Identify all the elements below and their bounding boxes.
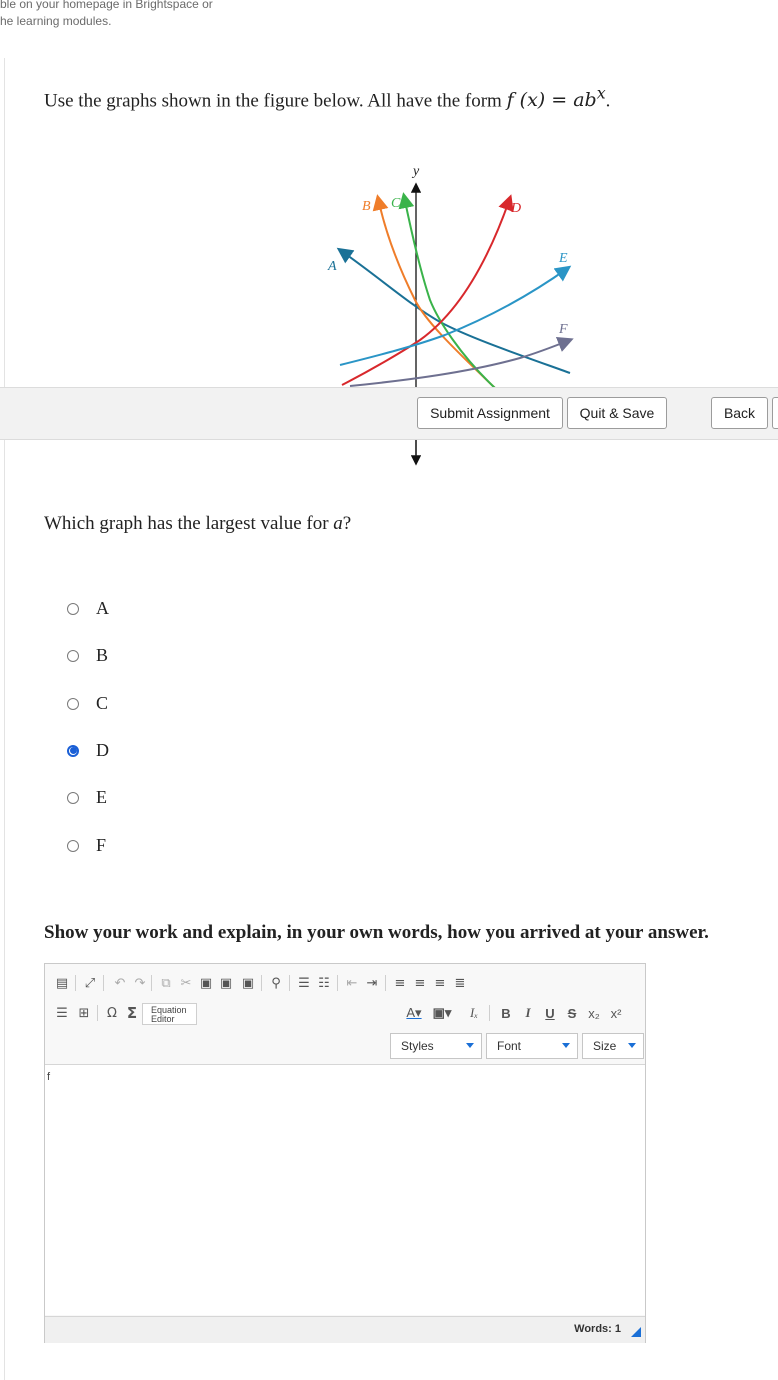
italic-icon[interactable]: I <box>525 1005 531 1020</box>
choice-c[interactable] <box>67 693 108 714</box>
radio-b[interactable] <box>67 650 79 662</box>
horizontal-line-icon[interactable]: ☰ <box>56 1005 68 1021</box>
align-right-icon[interactable]: ≡ <box>434 975 446 991</box>
question-2-variable: a <box>333 513 343 534</box>
choice-c-label: C <box>96 693 109 713</box>
radio-f[interactable] <box>67 840 79 852</box>
choice-b[interactable] <box>67 645 108 666</box>
cut-icon[interactable]: ✂ <box>180 975 192 991</box>
choice-f-label: F <box>96 835 107 855</box>
size-dropdown[interactable] <box>582 1033 644 1059</box>
indent-icon[interactable]: ⇥ <box>366 975 378 991</box>
background-color-icon[interactable]: ▣▾ <box>432 1005 452 1020</box>
choice-e[interactable] <box>67 787 107 808</box>
text-color-icon[interactable]: A▾ <box>406 1005 422 1020</box>
equation-editor-button[interactable] <box>142 1003 197 1025</box>
redo-icon[interactable]: ↷ <box>134 975 146 991</box>
curve-label-e: E <box>559 251 568 266</box>
choice-d[interactable] <box>67 740 109 761</box>
align-justify-icon[interactable]: ≣ <box>454 975 466 991</box>
bulleted-list-icon[interactable]: ☷ <box>318 975 330 991</box>
remove-format-icon[interactable]: Iₓ <box>469 1005 479 1020</box>
editor-toolbar <box>45 964 645 1065</box>
paste-icon[interactable]: ▣ <box>199 975 213 991</box>
chevron-down-icon <box>466 1043 474 1048</box>
curve-label-a: A <box>328 259 337 274</box>
quit-save-button[interactable]: Quit & Save <box>567 397 667 429</box>
question-1-text <box>44 84 610 112</box>
radio-e[interactable] <box>67 792 79 804</box>
choice-d-label: D <box>96 740 109 760</box>
curve-e <box>340 268 568 365</box>
toolbar-separator <box>103 975 104 991</box>
choice-a-label: A <box>96 598 109 618</box>
editor-content: f <box>47 1071 51 1083</box>
toolbar-separator <box>261 975 262 991</box>
top-note <box>0 0 213 30</box>
copy-icon[interactable]: ⧉ <box>161 975 171 991</box>
curve-d <box>342 198 510 385</box>
left-divider <box>4 58 5 1380</box>
action-bar <box>0 387 778 440</box>
strikethrough-icon[interactable]: S <box>567 1005 577 1021</box>
bold-icon[interactable]: B <box>501 1005 511 1021</box>
chevron-down-icon <box>628 1043 636 1048</box>
question-2-end: ? <box>342 513 352 534</box>
equation-editor-label-2: Editor <box>151 1014 175 1024</box>
paste-word-icon[interactable]: ▣ <box>241 975 255 991</box>
question-1-formula <box>506 84 606 112</box>
curve-label-c: C <box>391 196 401 211</box>
numbered-list-icon[interactable]: ☰ <box>298 975 310 991</box>
align-center-icon[interactable]: ≡ <box>414 975 426 991</box>
styles-dropdown[interactable] <box>390 1033 482 1059</box>
submit-assignment-button[interactable]: Submit Assignment <box>417 397 563 429</box>
align-left-icon[interactable]: ≡ <box>394 975 406 991</box>
curve-a <box>340 250 570 373</box>
question-3-text: Show your work and explain, in your own words, how you arrived at your answer. <box>44 922 709 943</box>
editor-text-area[interactable] <box>45 1065 645 1315</box>
curve-label-b: B <box>362 199 371 214</box>
choice-b-label: B <box>96 645 109 665</box>
chevron-down-icon <box>562 1043 570 1048</box>
question-2-text <box>44 513 351 535</box>
toolbar-separator <box>151 975 152 991</box>
formula-exponent: x <box>596 84 606 103</box>
undo-icon[interactable]: ↶ <box>114 975 126 991</box>
styles-label: Styles <box>401 1039 434 1053</box>
question-1-lead: Use the graphs shown in the figure below. All have the form <box>44 90 507 112</box>
word-count: Words: 1 <box>574 1323 621 1335</box>
choice-f[interactable] <box>67 835 106 856</box>
find-icon[interactable]: ⚲ <box>271 975 281 991</box>
size-label: Size <box>593 1039 617 1053</box>
equation-icon[interactable]: Σ <box>126 1004 138 1022</box>
font-label: Font <box>497 1039 522 1053</box>
rich-text-editor <box>44 963 646 1343</box>
underline-icon[interactable]: U <box>545 1005 555 1021</box>
next-button-edge[interactable] <box>772 397 778 429</box>
radio-c[interactable] <box>67 698 79 710</box>
y-axis-label: y <box>413 164 420 179</box>
question-1-period: . <box>605 90 611 112</box>
curve-label-f: F <box>559 322 568 337</box>
source-icon[interactable]: ▤ <box>55 975 69 991</box>
editor-footer <box>45 1316 645 1343</box>
choice-e-label: E <box>96 787 107 807</box>
paste-text-icon[interactable]: ▣ <box>219 975 233 991</box>
special-character-icon[interactable]: Ω <box>107 1005 117 1021</box>
curve-label-d: D <box>511 201 522 216</box>
toolbar-separator <box>385 975 386 991</box>
top-note-line1: ble on your homepage in Brightspace or <box>0 0 213 11</box>
outdent-icon[interactable]: ⇤ <box>346 975 358 991</box>
formula-base: f (x) = ab <box>506 89 597 112</box>
curve-c <box>404 196 495 388</box>
question-2-lead: Which graph has the largest value for <box>44 513 334 534</box>
font-dropdown[interactable] <box>486 1033 578 1059</box>
top-note-line2: he learning modules. <box>0 14 112 28</box>
choice-a[interactable] <box>67 598 109 619</box>
toolbar-separator <box>97 1005 98 1021</box>
radio-d-selected-dot <box>70 747 77 754</box>
toolbar-separator <box>289 975 290 991</box>
radio-a[interactable] <box>67 603 79 615</box>
subscript-icon[interactable]: x₂ <box>588 1005 600 1021</box>
toolbar-separator <box>337 975 338 991</box>
equation-editor-label-1: Equation <box>151 1005 187 1015</box>
back-button[interactable]: Back <box>711 397 768 429</box>
radio-d[interactable] <box>67 745 79 757</box>
table-icon[interactable]: ⊞ <box>78 1005 90 1021</box>
toolbar-separator <box>489 1005 490 1021</box>
curve-b <box>378 198 495 388</box>
superscript-icon[interactable]: x² <box>610 1005 622 1021</box>
toolbar-separator <box>75 975 76 991</box>
maximize-icon[interactable]: ⤢ <box>84 975 96 991</box>
resize-handle-icon[interactable] <box>631 1327 641 1337</box>
